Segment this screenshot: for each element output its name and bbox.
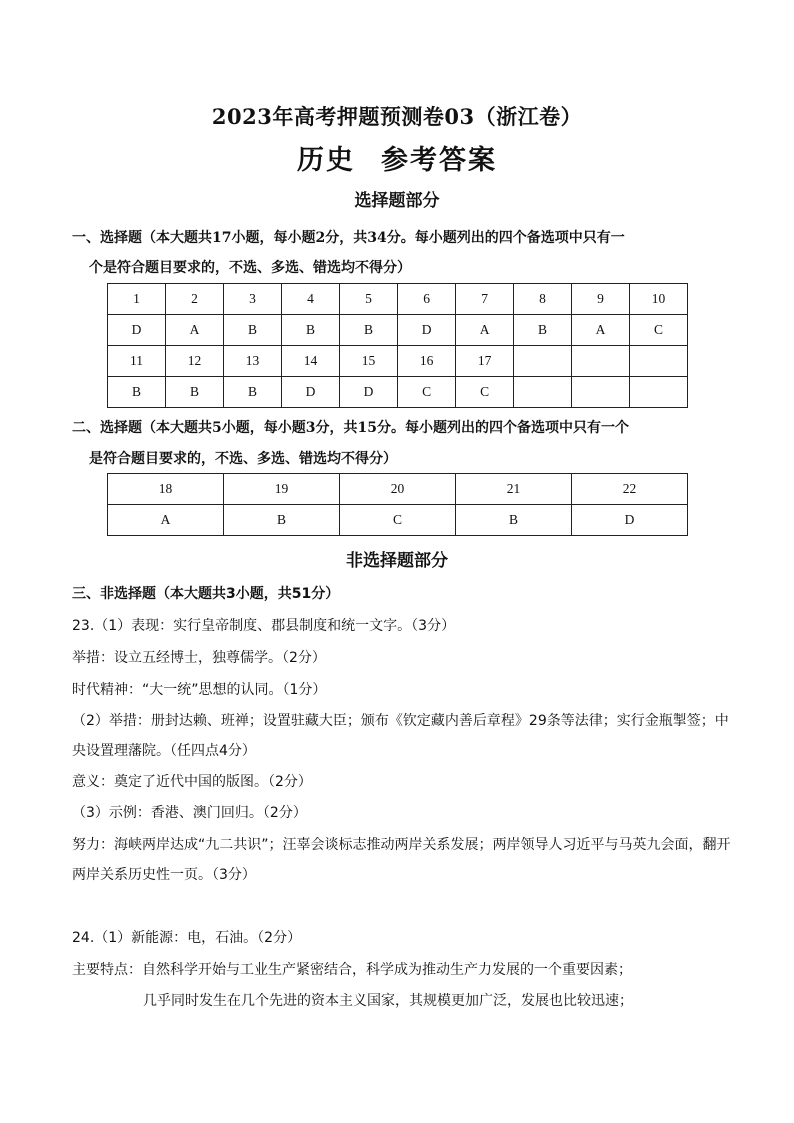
table-cell: B <box>514 315 572 346</box>
table-row <box>108 315 688 346</box>
table-cell <box>629 377 687 408</box>
question2-instructions-cont: 是符合题目要求的，不选、多选、错选均不得分） <box>89 451 397 467</box>
table-cell: B <box>166 377 224 408</box>
table-cell: D <box>108 315 166 346</box>
table-cell: A <box>108 505 224 536</box>
table-cell: 1 <box>108 284 166 315</box>
table-cell: B <box>224 315 282 346</box>
answer-key-label: 参考答案 <box>381 145 497 176</box>
table-cell <box>514 377 572 408</box>
table-cell: 14 <box>282 346 340 377</box>
table-cell <box>572 346 630 377</box>
answer-line: 时代精神：“大一统”思想的认同。（1分） <box>72 682 327 698</box>
table-cell <box>572 377 630 408</box>
table-row <box>108 505 688 536</box>
table-cell: A <box>456 315 514 346</box>
answer-table-1 <box>107 283 688 408</box>
answer-line: 央设置理藩院。（任四点4分） <box>72 743 256 759</box>
table-cell: B <box>108 377 166 408</box>
table-cell: 15 <box>340 346 398 377</box>
table-cell: D <box>398 315 456 346</box>
table-cell: 9 <box>572 284 630 315</box>
section-heading-nonchoice: 非选择题部分 <box>346 551 448 571</box>
table-cell: 2 <box>166 284 224 315</box>
question1-instructions: 一、选择题（本大题共17小题，每小题2分，共34分。每小题列出的四个备选项中只有一 <box>72 230 625 246</box>
answer-line: 举措：设立五经博士，独尊儒学。（2分） <box>72 650 326 666</box>
table-row <box>108 377 688 408</box>
table-cell: 11 <box>108 346 166 377</box>
table-cell <box>629 346 687 377</box>
table-cell: 13 <box>224 346 282 377</box>
question3-title: 三、非选择题（本大题共3小题，共51分） <box>72 586 340 602</box>
table-cell: 21 <box>456 474 572 505</box>
table-cell: B <box>456 505 572 536</box>
question2-instructions: 二、选择题（本大题共5小题，每小题3分，共15分。每小题列出的四个备选项中只有一个 <box>72 420 629 436</box>
table-cell: A <box>166 315 224 346</box>
table-cell: 12 <box>166 346 224 377</box>
table-cell: C <box>456 377 514 408</box>
subject-label: 历史 <box>297 145 355 176</box>
answer-line: 主要特点：自然科学开始与工业生产紧密结合，科学成为推动生产力发展的一个重要因素； <box>72 962 632 978</box>
answer-line: 两岸关系历史性一页。（3分） <box>72 867 256 883</box>
question1-instructions-cont: 个是符合题目要求的，不选、多选、错选均不得分） <box>89 260 411 276</box>
table-cell <box>514 346 572 377</box>
answer-line: 意义：奠定了近代中国的版图。（2分） <box>72 774 312 790</box>
table-cell: A <box>572 315 630 346</box>
table-cell: 8 <box>514 284 572 315</box>
table-cell: B <box>224 505 340 536</box>
table-cell: 18 <box>108 474 224 505</box>
table-cell: C <box>340 505 456 536</box>
document-title: 2023年高考押题预测卷03（浙江卷） <box>211 104 583 129</box>
table-cell: D <box>572 505 688 536</box>
table-row <box>108 346 688 377</box>
table-cell: B <box>224 377 282 408</box>
table-cell: C <box>629 315 687 346</box>
table-cell: D <box>340 377 398 408</box>
document-subtitle <box>0 138 794 177</box>
table-cell: 3 <box>224 284 282 315</box>
table-cell: D <box>282 377 340 408</box>
section-heading-choice: 选择题部分 <box>354 191 440 211</box>
table-cell: 22 <box>572 474 688 505</box>
answer-line: 24.（1）新能源：电，石油。（2分） <box>72 930 302 946</box>
table-cell: 4 <box>282 284 340 315</box>
table-cell: 16 <box>398 346 456 377</box>
answer-line: 几乎同时发生在几个先进的资本主义国家，其规模更加广泛，发展也比较迅速； <box>143 993 633 1009</box>
table-cell: 7 <box>456 284 514 315</box>
answer-line: 努力：海峡两岸达成“九二共识”；汪辜会谈标志推动两岸关系发展；两岸领导人习近平与马英九会面，翻开 <box>72 837 731 853</box>
table-cell: 10 <box>629 284 687 315</box>
answer-table-2 <box>107 473 688 536</box>
answer-line: 23.（1）表现：实行皇帝制度、郡县制度和统一文字。（3分） <box>72 618 456 634</box>
table-cell: 17 <box>456 346 514 377</box>
table-row <box>108 474 688 505</box>
table-cell: 6 <box>398 284 456 315</box>
answer-line: （3）示例：香港、澳门回归。（2分） <box>72 805 307 821</box>
table-cell: 20 <box>340 474 456 505</box>
answer-line: （2）举措：册封达赖、班禅；设置驻藏大臣；颁布《钦定藏内善后章程》29条等法律；实行金瓶掣签；中 <box>72 713 729 729</box>
table-cell: B <box>282 315 340 346</box>
table-row <box>108 284 688 315</box>
table-cell: C <box>398 377 456 408</box>
table-cell: 5 <box>340 284 398 315</box>
table-cell: 19 <box>224 474 340 505</box>
table-cell: B <box>340 315 398 346</box>
